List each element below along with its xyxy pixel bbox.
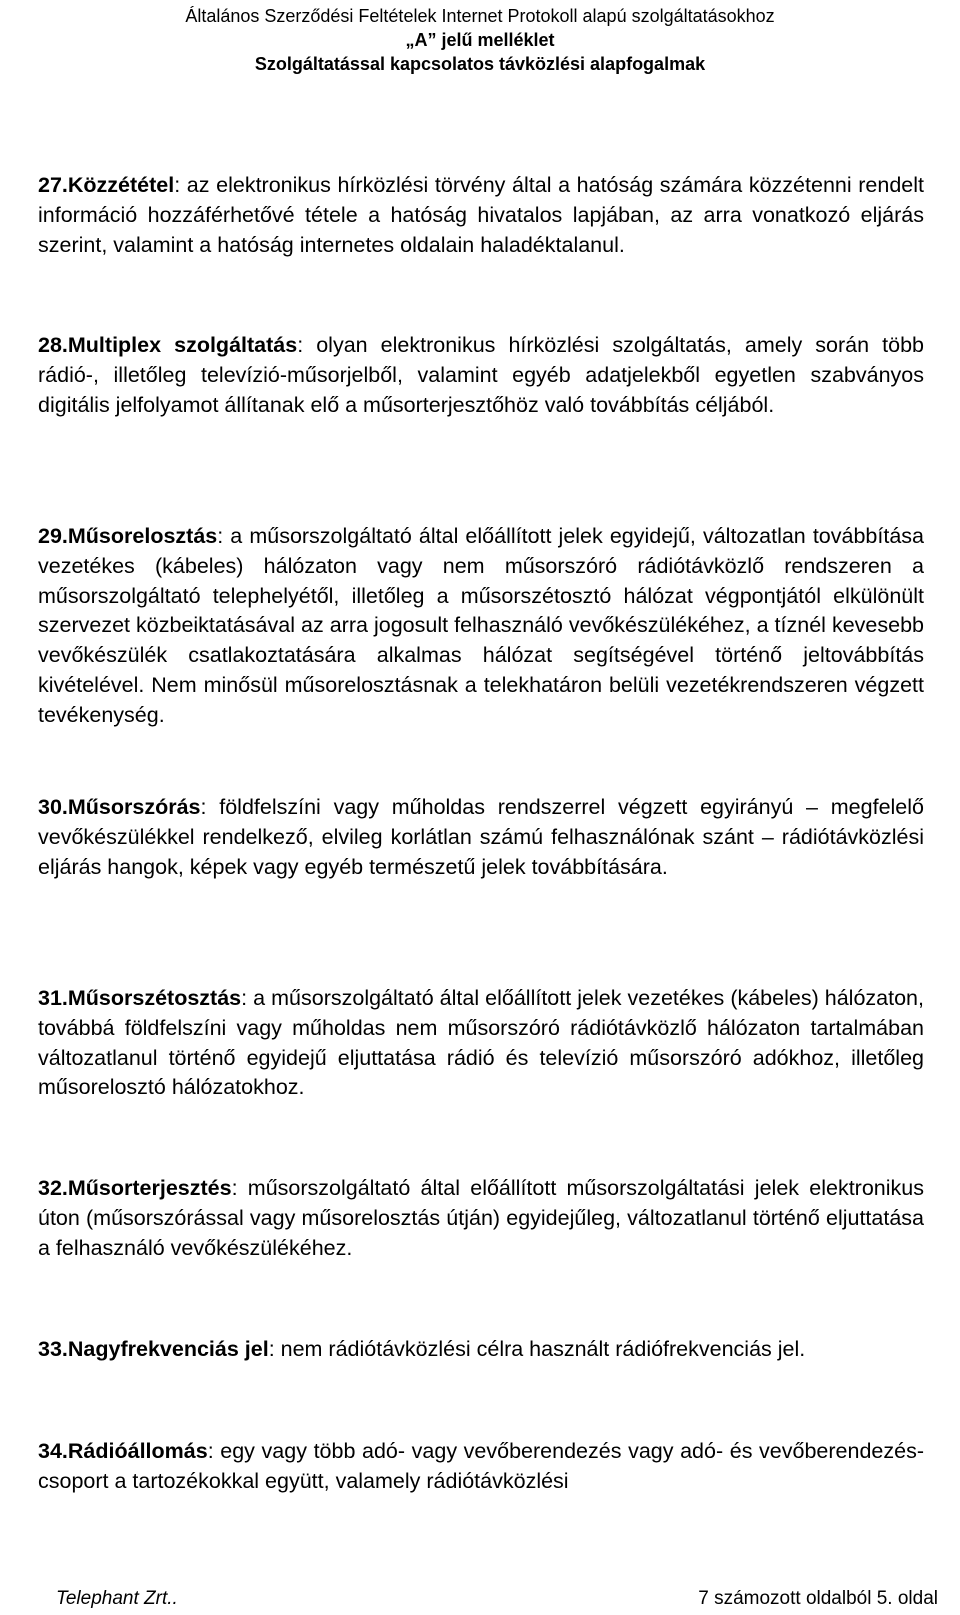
entry-term: Műsorszórás <box>67 795 201 819</box>
definition-entry-30 <box>38 793 924 882</box>
entry-term: Műsorszétosztás <box>67 986 242 1010</box>
header-annex: „A” jelű melléklet <box>405 30 555 50</box>
entry-text: : az elektronikus hírközlési törvény által a hatóság számára közzétenni rendelt információ hozzáférhetővé tétele a hatóság hivatalos lapjában, az arra vonatkozó eljárás szerint, valamint a hatóság internetes oldalain haladéktalanul. <box>38 173 924 257</box>
entry-number: 31. <box>38 986 68 1010</box>
entry-number: 34. <box>38 1439 68 1463</box>
footer-company: Telephant Zrt.. <box>56 1588 178 1609</box>
entry-text: : műsorszolgáltató által előállított műsorszolgáltatási jelek elektronikus úton (műsorszórással vagy műsorelosztás útján) egyidejűleg, változatlanul történő eljuttatása a felhasználó vevőkészülékéhez. <box>38 1176 924 1260</box>
entry-text: : olyan elektronikus hírközlési szolgáltatás, amely során több rádió-, illetőleg televízió-műsorjelből, valamint egyéb adatjelekből egyetlen szabványos digitális jelfolyamot állítanak elő a műsorterjesztőhöz való továbbítás céljából. <box>38 333 924 417</box>
page-header <box>0 4 960 76</box>
entry-term: Nagyfrekvenciás jel <box>67 1337 269 1361</box>
entry-number: 30. <box>38 795 68 819</box>
definition-entry-33 <box>38 1335 924 1365</box>
entry-number: 29. <box>38 524 68 548</box>
entry-term: Műsorterjesztés <box>67 1176 232 1200</box>
header-subtitle: Szolgáltatással kapcsolatos távközlési alapfogalmak <box>254 54 706 74</box>
entry-term: Műsorelosztás <box>67 524 218 548</box>
entry-number: 33. <box>38 1337 68 1361</box>
footer-page-number: 7 számozott oldalból 5. oldal <box>698 1588 938 1609</box>
definition-entry-32 <box>38 1174 924 1263</box>
entry-text: : nem rádiótávközlési célra használt rádiófrekvenciás jel. <box>268 1337 806 1361</box>
entry-term: Rádióállomás <box>67 1439 208 1463</box>
definition-entry-27 <box>38 171 924 260</box>
definition-entry-31 <box>38 984 924 1103</box>
entry-number: 32. <box>38 1176 68 1200</box>
entry-text: : a műsorszolgáltató által előállított jelek egyidejű, változatlan továbbítása vezetékes (kábeles) hálózaton vagy nem műsorszóró rádiótávközlő rendszeren a műsorszolgáltató telephelyétől, illetőleg a műsorszétosztó hálózat végpontjától elkülönült szervezet közbeiktatásával az arra jogosult felhasználó vevőkészülékéhez, a tíznél kevesebb vevőkészülék csatlakoztatására alkalmas hálózat segítségével történő jeltovábbítás kivételével. Nem minősül műsorelosztásnak a telekhatáron belüli vezetékrendszeren végzett tevékenység. <box>38 524 924 727</box>
definition-entry-28 <box>38 331 924 420</box>
entry-number: 27. <box>38 173 68 197</box>
page-footer <box>0 1588 960 1614</box>
entry-text: : egy vagy több adó- vagy vevőberendezés vagy adó- és vevőberendezés-csoport a tartozékokkal együtt, valamely rádiótávközlési <box>38 1439 924 1493</box>
entry-term: Multiplex szolgáltatás <box>67 333 298 357</box>
header-title: Általános Szerződési Feltételek Internet Protokoll alapú szolgáltatásokhoz <box>185 6 775 26</box>
definition-entry-29 <box>38 522 924 731</box>
entry-text: : földfelszíni vagy műholdas rendszerrel végzett egyirányú – megfelelő vevőkészülékkel rendelkező, elvileg korlátlan számú felhasználónak szánt – rádiótávközlési eljárás hangok, képek vagy egyéb természetű jelek továbbítására. <box>38 795 924 879</box>
entry-term: Közzététel <box>67 173 175 197</box>
entry-text: : a műsorszolgáltató által előállított jelek vezetékes (kábeles) hálózaton, továbbá földfelszíni vagy műholdas nem műsorszóró rádiótávközlő hálózaton tartalmában változatlanul történő egyidejű eljuttatása rádió és televízió műsorszóró adókhoz, illetőleg műsorelosztó hálózatokhoz. <box>38 986 924 1100</box>
definition-entry-34 <box>38 1437 924 1497</box>
entry-number: 28. <box>38 333 68 357</box>
